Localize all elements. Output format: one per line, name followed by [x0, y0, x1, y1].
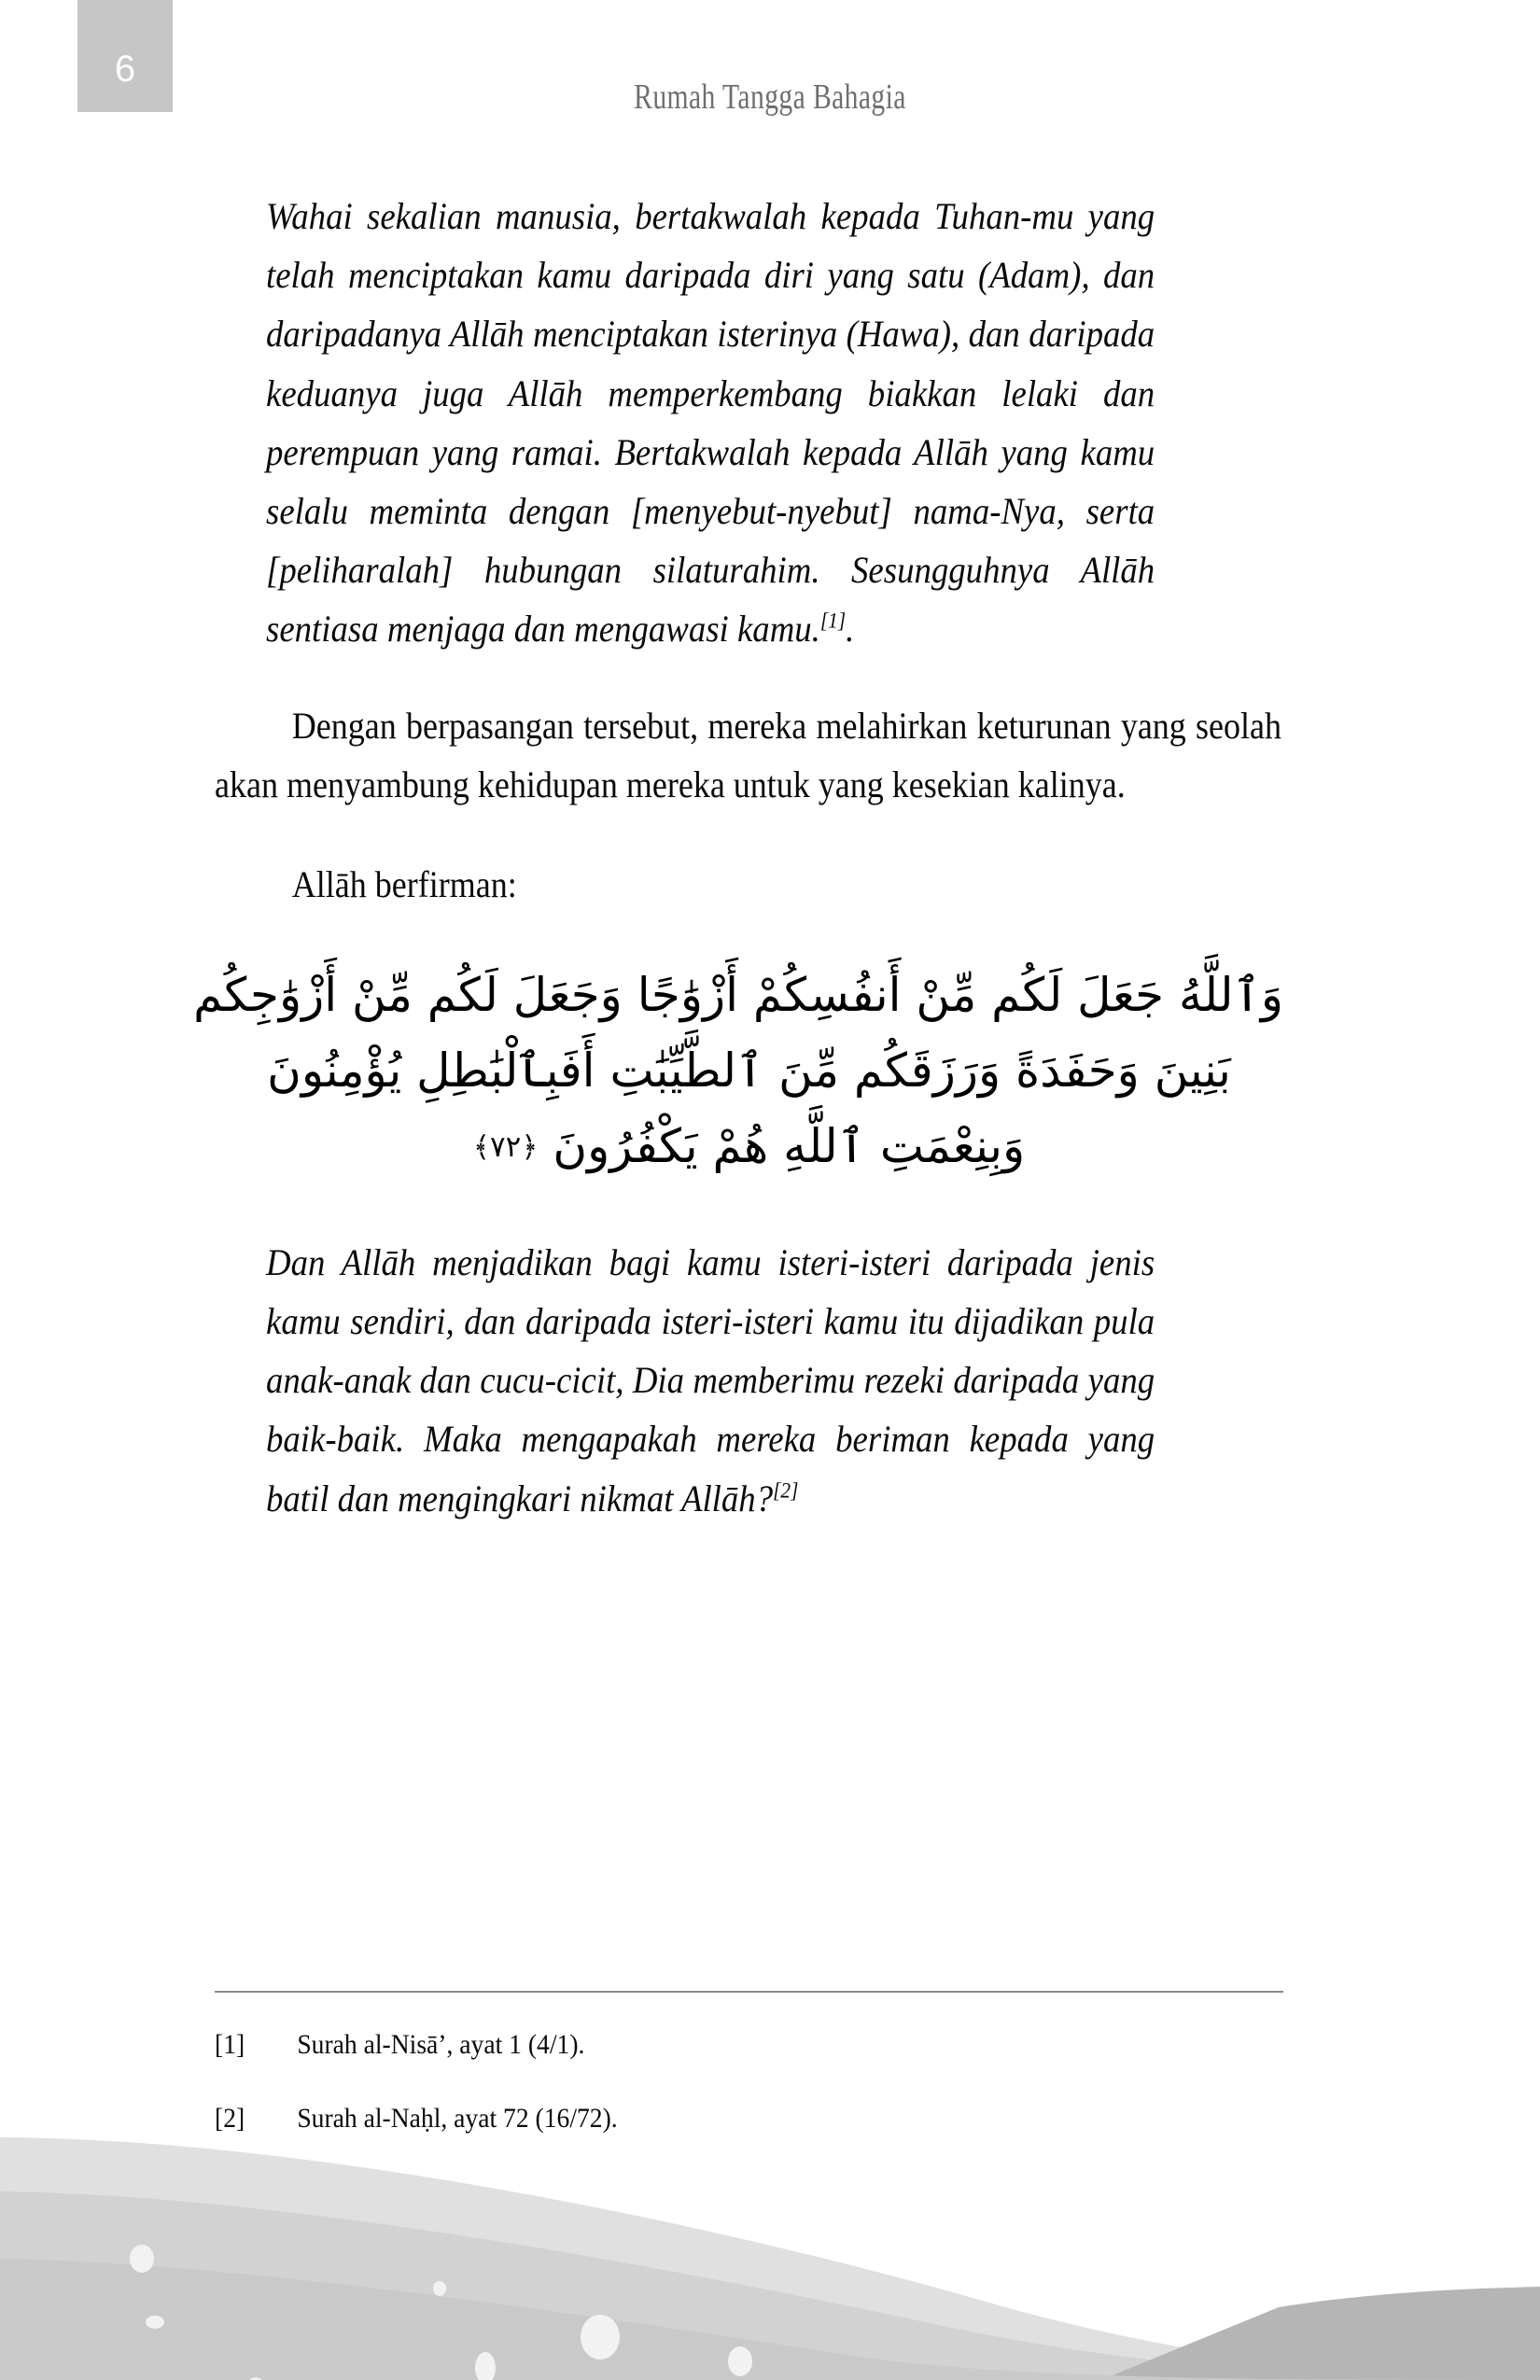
- quote-1-text: Wahai sekalian manusia, bertakwalah kepada Tuhan-mu yang telah menciptakan kamu daripada diri yang satu (Adam), dan daripadanya Allāh menciptakan isterinya (Hawa), dan daripada keduanya juga Allāh memperkembang biakkan lelaki dan perempuan yang ramai. Bertakwalah kepada Allāh yang kamu selalu meminta dengan [menyebut-nyebut] nama-Nya, serta [peliharalah] hubungan silaturahim. Sesungguhnya Allāh sentiasa menjaga dan mengawasi kamu.: [266, 195, 1155, 651]
- arabic-line-2: بَنِينَ وَحَفَدَةً وَرَزَقَكُم مِّنَ ٱلطَّيِّبَٰتِ أَفَبِٱلْبَٰطِلِ يُؤْمِنُونَ: [267, 1043, 1231, 1098]
- ayah-number-marker: ﴿٧٢﴾: [472, 1130, 539, 1165]
- footnote-list: [215, 2023, 1197, 2171]
- footnote-item: [215, 2023, 1197, 2065]
- wave-layer-dark: [1101, 2287, 1540, 2380]
- footnote-marker: [2]: [215, 2103, 245, 2134]
- footnote-item: [215, 2097, 1197, 2139]
- bubble-dot: [130, 2245, 154, 2273]
- wave-layer-front: [0, 2259, 1540, 2380]
- bubble-dot: [475, 2352, 496, 2380]
- footnote-separator: [215, 1991, 1283, 1993]
- arabic-line-1: وَٱللَّهُ جَعَلَ لَكُم مِّنْ أَنفُسِكُمْ أَزْوَٰجًا وَجَعَلَ لَكُم مِّنْ أَزْوَٰجِكُم: [193, 967, 1283, 1022]
- page-number: 6: [114, 49, 136, 90]
- page-content: [193, 187, 1283, 1528]
- ayah-number: ٧٢: [490, 1130, 522, 1165]
- bubble-dot: [146, 2316, 164, 2329]
- bubble-dot: [433, 2281, 446, 2296]
- footnote-ref-2[interactable]: [2]: [773, 1478, 799, 1504]
- running-header-title: Rumah Tangga Bahagia: [634, 77, 906, 117]
- quran-translation-quote-1: [266, 187, 1155, 659]
- arabic-line-3: [215, 1109, 1283, 1184]
- footnote-marker: [1]: [215, 2029, 245, 2060]
- lead-in-allah-berfirman: Allāh berfirman:: [291, 862, 517, 905]
- quran-arabic-verse: [193, 958, 1283, 1184]
- quote-1-tail: .: [846, 608, 855, 651]
- bubble-dot: [728, 2346, 752, 2376]
- footnote-text: Surah al-Nisā’, ayat 1 (4/1).: [297, 2029, 585, 2060]
- arabic-line-3-text: وَبِنِعْمَتِ ٱللَّهِ هُمْ يَكْفُرُونَ: [553, 1118, 1026, 1173]
- footnote-ref-1[interactable]: [1]: [819, 609, 847, 634]
- wave-layer-mid: [0, 2191, 1540, 2380]
- bubble-dot: [581, 2315, 620, 2359]
- quran-translation-quote-2: [266, 1233, 1155, 1528]
- paragraph-berpasangan: Dengan berpasangan tersebut, mereka melahirkan keturunan yang seolah akan menyambung kehidupan mereka untuk yang kesekian kalinya.: [215, 704, 1281, 805]
- quote-2-text: Dan Allāh menjadikan bagi kamu isteri-isteri daripada jenis kamu sendiri, dan daripada isteri-isteri kamu itu dijadikan pula anak-anak dan cucu-cicit, Dia memberimu rezeki daripada yang baik-baik. Maka mengapakah mereka beriman kepada yang batil dan mengingkari nikmat Allāh?: [266, 1240, 1155, 1519]
- wave-layer-light: [0, 2137, 1540, 2380]
- page-number-box: [77, 0, 173, 112]
- footnote-text: Surah al-Naḥl, ayat 72 (16/72).: [297, 2103, 618, 2134]
